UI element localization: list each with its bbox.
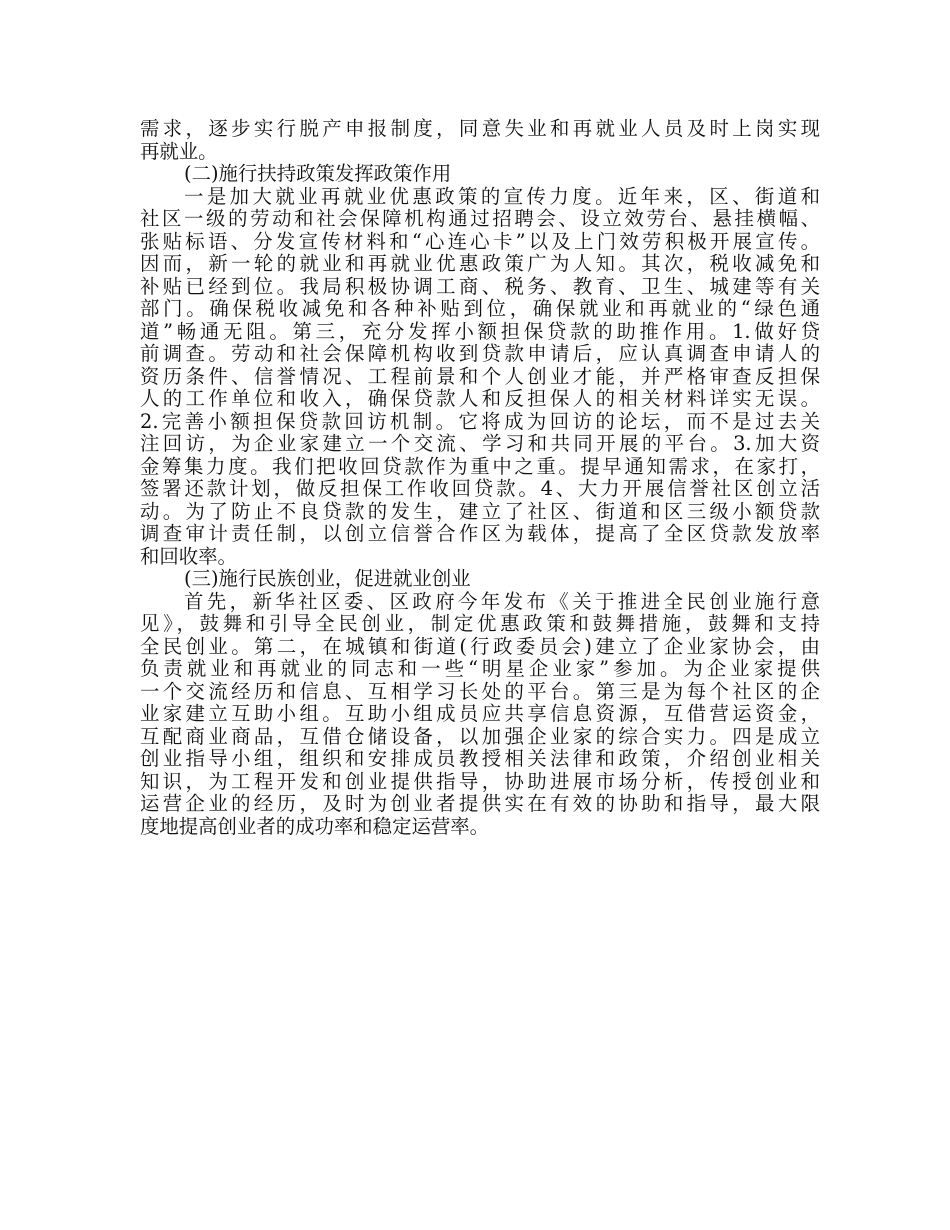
- text-line: 首先，新华社区委、区政府今年发布《关于推进全民创业施行意: [184, 589, 820, 613]
- text-line: 部门。确保税收减免和各种补贴到位，确保就业和再就业的“绿色通: [140, 297, 820, 320]
- text-line: 创业指导小组，组织和安排成员教授相关法律和政策，介绍创业相关: [140, 747, 820, 770]
- text-line: 业家建立互助小组。互助小组成员应共享信息资源，互借营运资金，: [140, 702, 820, 725]
- text-line: 见》，鼓舞和引导全民创业，制定优惠政策和鼓舞措施，鼓舞和支持: [140, 612, 820, 635]
- text-line: 运营企业的经历，及时为创业者提供实在有效的协助和指导，最大限: [140, 792, 820, 815]
- text-line: 人的工作单位和收入，确保贷款人和反担保人的相关材料详实无误。: [140, 387, 820, 410]
- text-line: 因而，新一轮的就业和再就业优惠政策广为人知。其次，税收减免和: [140, 252, 820, 275]
- text-line: 动。为了防止不良贷款的发生，建立了社区、街道和区三级小额贷款: [140, 499, 820, 523]
- document-body: [140, 118, 820, 838]
- text-line: 一是加大就业再就业优惠政策的宣传力度。近年来，区、街道和: [184, 184, 820, 208]
- text-line: 补贴已经到位。我局积极协调工商、税务、教育、卫生、城建等有关: [140, 274, 820, 298]
- text-line: 知识，为工程开发和创业提供指导，协助进展市场分析，传授创业和: [140, 769, 820, 793]
- text-line: 负责就业和再就业的同志和一些“明星企业家”参加。为企业家提供: [140, 657, 820, 680]
- text-line: 金筹集力度。我们把收回贷款作为重中之重。提早通知需求，在家打，: [140, 454, 820, 478]
- text-line: 2.完善小额担保贷款回访机制。它将成为回访的论坛，而不是过去关: [140, 409, 820, 433]
- text-line: 和回收率。: [140, 544, 237, 568]
- text-line: 调查审计责任制，以创立信誉合作区为载体，提高了全区贷款发放率: [140, 522, 820, 545]
- text-line: 注回访，为企业家建立一个交流、学习和共同开展的平台。3.加大资: [140, 432, 820, 455]
- text-line: 一个交流经历和信息、互相学习长处的平台。第三是为每个社区的企: [140, 679, 820, 703]
- text-line: 资历条件、信誉情况、工程前景和个人创业才能，并严格审查反担保: [140, 364, 820, 388]
- text-line: (三)施行民族创业，促进就业创业: [184, 567, 471, 590]
- text-line: 签署还款计划，做反担保工作收回贷款。4、大力开展信誉社区创立活: [140, 477, 820, 500]
- text-line: 社区一级的劳动和社会保障机构通过招聘会、设立效劳台、悬挂横幅、: [140, 207, 820, 230]
- text-line: 道”畅通无阻。第三，充分发挥小额担保贷款的助推作用。1.做好贷: [140, 319, 820, 343]
- text-line: 度地提高创业者的成功率和稳定运营率。: [140, 814, 490, 838]
- text-line: 张贴标语、分发宣传材料和“心连心卡”以及上门效劳积极开展宣传。: [140, 229, 820, 253]
- text-line: (二)施行扶持政策发挥政策作用: [184, 162, 452, 185]
- text-line: 互配商业商品，互借仓储设备，以加强企业家的综合实力。四是成立: [140, 724, 820, 748]
- text-line: 前调查。劳动和社会保障机构收到贷款申请后，应认真调查申请人的: [140, 342, 820, 365]
- text-line: 需求，逐步实行脱产申报制度，同意失业和再就业人员及时上岗实现: [140, 117, 820, 140]
- text-line: 全民创业。第二，在城镇和街道(行政委员会)建立了企业家协会，由: [140, 634, 820, 658]
- text-line: 再就业。: [140, 139, 218, 163]
